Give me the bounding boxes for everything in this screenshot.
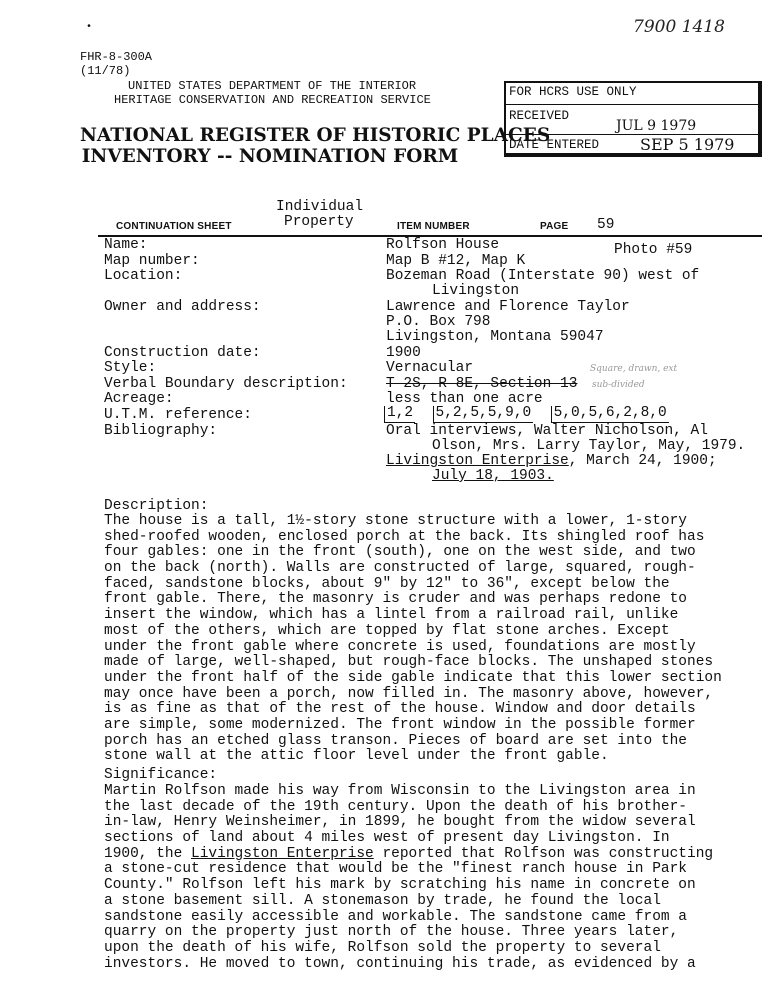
acreage-label: Acreage:: [104, 391, 174, 407]
name-value: Rolfson House: [386, 237, 500, 253]
stamp-entered-date: SEP 5 1979: [640, 135, 735, 154]
item-number-label: ITEM NUMBER: [397, 221, 470, 232]
significance-line: the last decade of the 19th century. Upon the death of his brother-: [104, 798, 687, 815]
agency-line-2: HERITAGE CONSERVATION AND RECREATION SERVICE: [114, 93, 431, 107]
stamp-received-date: JUL 9 1979: [616, 118, 697, 134]
description-line: four gables: one in the front (south), one on the west side, and two: [104, 544, 696, 561]
description-line: faced, sandstone blocks, about 9" by 12" to 36", except below the: [104, 575, 670, 592]
owner-value-3: Livingston, Montana 59047: [386, 329, 604, 345]
boundary-label: Verbal Boundary description:: [104, 376, 348, 392]
location-label: Location:: [104, 268, 183, 284]
hcrs-use-stamp: [504, 81, 762, 157]
location-value-2: Livingston: [432, 283, 520, 299]
description-body: [104, 514, 764, 765]
description-line: under the front gable where concrete is used, foundations are mostly: [104, 638, 696, 655]
stamp-entered-label: DATE ENTERED: [509, 138, 600, 152]
significance-line: [104, 847, 764, 863]
significance-line: a stone-cut residence that would be the "finest ranch house in Park: [104, 861, 687, 878]
utm-label: U.T.M. reference:: [104, 407, 252, 423]
tick-mark: •: [86, 22, 93, 33]
stamp-divider-1: [506, 104, 758, 105]
construction-label: Construction date:: [104, 345, 261, 361]
agency-line-1: UNITED STATES DEPARTMENT OF THE INTERIOR: [128, 79, 417, 93]
significance-line: investors. He moved to town, continuing his trade, as evidenced by a: [104, 955, 696, 972]
description-line: is as fine as that of the rest of the house. Window and door details: [104, 701, 696, 718]
significance-line: a stone basement sill. A stonemason by trade, he found the local: [104, 892, 661, 909]
bibliography-1: Oral interviews, Walter Nicholson, Al: [386, 423, 708, 439]
significance-line5-pre: 1900, the: [104, 845, 192, 862]
description-line: are simple, some modernized. The front window in the possible former: [104, 716, 696, 733]
bibliography-label: Bibliography:: [104, 423, 218, 439]
description-line: porch has an etched glass transon. Pieces of board are set into the: [104, 732, 687, 749]
form-code: FHR-8-300A: [80, 50, 153, 64]
description-line: made of large, well-shaped, but rough-face blocks. The unshaped stones: [104, 654, 714, 671]
significance-line: sandstone easily accessible and workable. The sandstone came from a: [104, 908, 687, 925]
form-title-line-2: INVENTORY -- NOMINATION FORM: [81, 146, 459, 167]
utm-northing: 5,0,5,6,2,8,0: [551, 406, 669, 423]
description-line: under the front half of the side gable indicate that this lower section: [104, 669, 722, 686]
photo-number: Photo #59: [614, 242, 693, 258]
boundary-value-struck: T 2S, R 8E, Section 13: [386, 376, 578, 392]
bibliography-4: July 18, 1903.: [432, 468, 554, 484]
description-line: may once have been a porch, now filled in. The masonry above, however,: [104, 685, 714, 702]
stamp-received-label: RECEIVED: [509, 109, 570, 123]
handwritten-id: 7900 1418: [633, 17, 725, 37]
significance-line5-post: reported that Rolfson was constructing: [373, 845, 714, 862]
significance-line: sections of land about 4 miles west of present day Livingston. In: [104, 830, 670, 847]
significance-line: Martin Rolfson made his way from Wisconsin to the Livingston area in: [104, 783, 696, 799]
description-line: stone wall at the attic floor level under the front gable.: [104, 748, 609, 765]
acreage-value: less than one acre: [386, 391, 543, 407]
bibliography-2: Olson, Mrs. Larry Taylor, May, 1979.: [432, 438, 746, 454]
description-line: The house is a tall, 1½-story stone structure with a lower, 1-story: [104, 513, 687, 529]
form-title-line-1: NATIONAL REGISTER OF HISTORIC PLACES: [80, 125, 551, 146]
property-type-line-1: Individual: [276, 199, 364, 215]
utm-easting: 5,2,5,5,9,0: [433, 406, 534, 423]
map-value: Map B #12, Map K: [386, 253, 526, 269]
owner-value-2: P.O. Box 798: [386, 314, 491, 330]
bibliography-date-1: , March 24, 1900;: [568, 453, 717, 469]
map-label: Map number:: [104, 253, 200, 269]
significance-heading: Significance:: [104, 767, 218, 783]
continuation-sheet-label: CONTINUATION SHEET: [116, 221, 232, 232]
description-heading: Description:: [104, 498, 209, 514]
significance-line: in-law, Henry Weinsheimer, in 1899, he bought from the widow several: [104, 814, 696, 831]
utm-values: [384, 406, 669, 423]
significance-line: quarry on the property just north of the house. Three years later,: [104, 924, 679, 941]
form-date: (11/78): [80, 64, 131, 78]
description-line: front gable. There, the masonry is cruder and was perhaps redone to: [104, 591, 687, 608]
location-value-1: Bozeman Road (Interstate 90) west of: [386, 268, 700, 284]
bibliography-newspaper: Livingston Enterprise: [386, 453, 569, 469]
construction-value: 1900: [386, 345, 421, 361]
significance-body: [104, 784, 764, 972]
description-line: most of the others, which are topped by flat stone arches. Except: [104, 622, 670, 639]
owner-label: Owner and address:: [104, 299, 261, 315]
significance-line: upon the death of his wife, Rolfson sold the property to several: [104, 939, 661, 956]
description-line: on the back (north). Walls are constructed of large, squared, rough-: [104, 560, 696, 577]
margin-note-2: sub-divided: [592, 380, 645, 390]
style-value: Vernacular: [386, 360, 474, 376]
style-label: Style:: [104, 360, 157, 376]
significance-newspaper: Livingston Enterprise: [191, 845, 374, 862]
name-label: Name:: [104, 237, 148, 253]
stamp-header: FOR HCRS USE ONLY: [509, 85, 637, 99]
margin-note-1: Square, drawn, ext: [590, 364, 678, 374]
description-line: shed-roofed wooden, enclosed porch at the back. Its shingled roof has: [104, 528, 705, 545]
significance-line: County." Rolfson left his mark by scratching his name in concrete on: [104, 877, 696, 894]
property-type-line-2: Property: [284, 214, 354, 230]
utm-zone: 1,2: [384, 406, 415, 423]
page-number: 59: [597, 217, 615, 233]
page-label: PAGE: [540, 221, 569, 232]
description-line: insert the window, which has a lintel from a railroad rail, unlike: [104, 607, 679, 624]
owner-value-1: Lawrence and Florence Taylor: [386, 299, 630, 315]
